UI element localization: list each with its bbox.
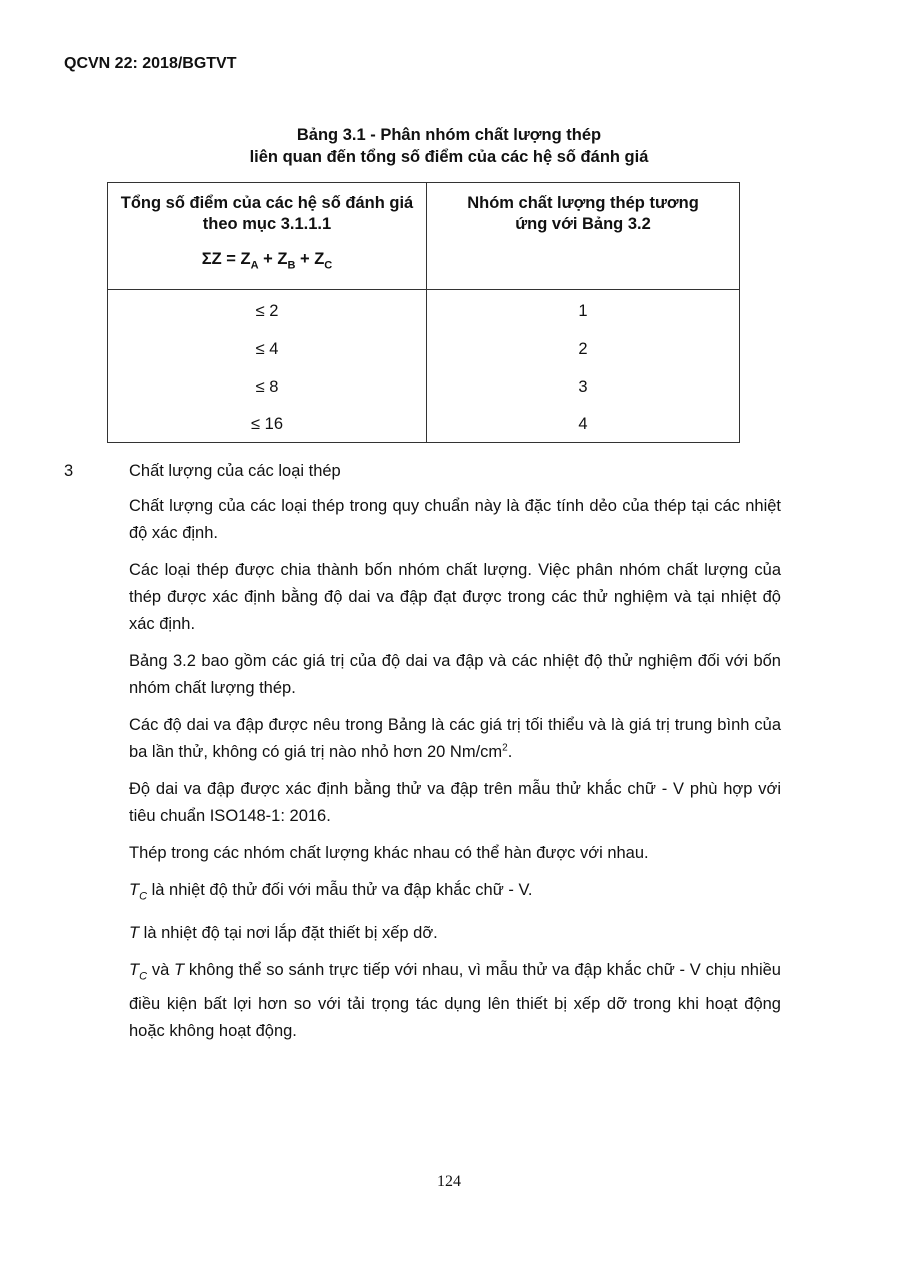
paragraph: $T_C$ và T không thể so sánh trực tiếp với nhau, vì mẫu thử va đập khắc chữ - V chịu nhiều điều kiện bất lợi hơn so với tải trọng tác dụng lên thiết bị xếp dỡ trong khi hoạt động hoặc không hoạt động. <box>129 961 781 1040</box>
paragraph: $T_C$ là nhiệt độ thử đối với mẫu thử va đập khắc chữ - V. <box>129 881 533 903</box>
symbol-tc: $T_C$ <box>129 961 148 983</box>
paragraph: Các loại thép được chia thành bốn nhóm chất lượng. Việc phân nhóm chất lượng của thép được xác định bằng độ dai va đập đạt được trong các thử nghiệm và tại nhiệt độ xác định. <box>129 561 781 633</box>
score-cell: ≤ 16 <box>108 406 427 443</box>
col-header-group: Nhóm chất lượng thép tương ứng với Bảng 3.2 <box>427 183 740 290</box>
section-number: 3 <box>64 462 74 480</box>
group-cell: 4 <box>427 406 740 443</box>
paragraph: Chất lượng của các loại thép trong quy chuẩn này là đặc tính dẻo của thép tại các nhiệt độ xác định. <box>129 497 781 542</box>
document-header: QCVN 22: 2018/BGTVT <box>64 55 237 72</box>
paragraph: Các độ dai va đập được nêu trong Bảng là các giá trị tối thiểu và là giá trị trung bình của ba lần thử, không có giá trị nào nhỏ hơn 20 $Nm/cm^2$. <box>129 716 781 761</box>
col-header-score-text: Tổng số điểm của các hệ số đánh giá theo mục 3.1.1.1 <box>120 194 414 233</box>
symbol-t: T <box>174 961 185 980</box>
score-cell: ≤ 8 <box>108 368 427 406</box>
score-formula: $\Sigma Z = Z_A + Z_B + Z_C$ <box>201 250 333 272</box>
table-row <box>108 406 740 443</box>
col-header-score <box>108 183 427 290</box>
group-cell: 2 <box>427 330 740 368</box>
table-row <box>108 290 740 331</box>
score-cell: ≤ 2 <box>108 290 427 331</box>
table-row <box>108 330 740 368</box>
section-title: Chất lượng của các loại thép <box>129 462 341 480</box>
caption-line-2: liên quan đến tổng số điểm của các hệ số đánh giá <box>249 148 649 166</box>
table-caption <box>0 124 898 168</box>
steel-group-table <box>107 182 740 443</box>
section-body <box>129 493 781 1055</box>
table-header-row <box>108 183 740 290</box>
paragraph: Bảng 3.2 bao gồm các giá trị của độ dai va đập và các nhiệt độ thử nghiệm đối với bốn nhóm chất lượng thép. <box>129 652 781 697</box>
group-cell: 1 <box>427 290 740 331</box>
group-cell: 3 <box>427 368 740 406</box>
caption-line-1: Bảng 3.1 - Phân nhóm chất lượng thép <box>296 126 602 144</box>
paragraph: Thép trong các nhóm chất lượng khác nhau có thể hàn được với nhau. <box>129 844 649 862</box>
page-number: 124 <box>437 1173 461 1190</box>
score-cell: ≤ 4 <box>108 330 427 368</box>
symbol-t: T <box>129 924 140 943</box>
symbol-tc: $T_C$ <box>129 881 148 903</box>
paragraph: T là nhiệt độ tại nơi lắp đặt thiết bị xếp dỡ. <box>129 924 438 943</box>
paragraph: Độ dai va đập được xác định bằng thử va đập trên mẫu thử khắc chữ - V phù hợp với tiêu chuẩn ISO148-1: 2016. <box>129 780 781 825</box>
table-row <box>108 368 740 406</box>
